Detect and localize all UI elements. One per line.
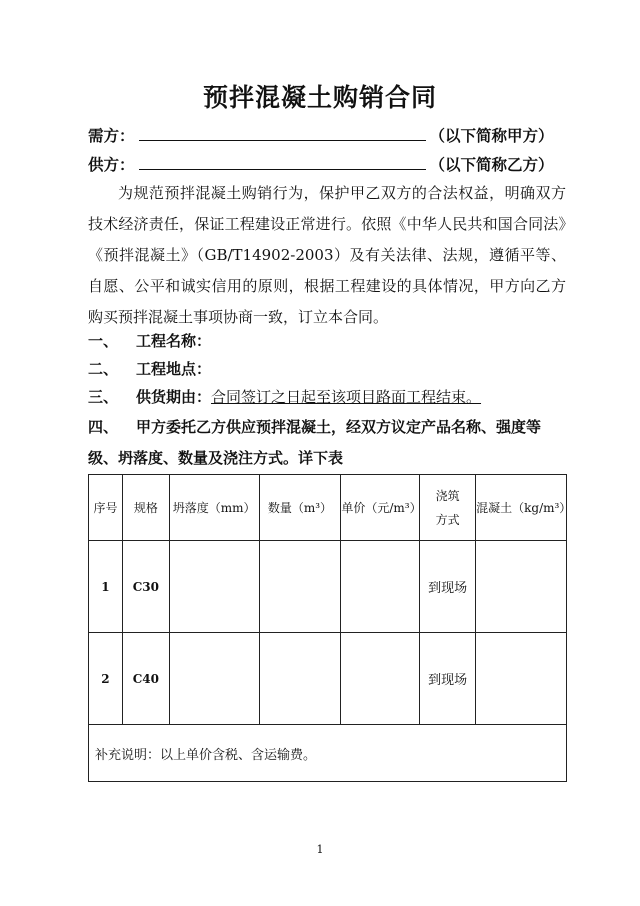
- item-number: 四、: [88, 418, 119, 436]
- row-number: 1: [89, 541, 123, 633]
- item-value: 合同签订之日起至该项目路面工程结束。: [211, 388, 482, 406]
- seller-line: [88, 153, 558, 175]
- item-number: 二、: [88, 360, 119, 378]
- table-note-row: [89, 725, 567, 782]
- header-cell: 序号: [89, 475, 123, 541]
- row-slump: [169, 541, 259, 633]
- header-cell: 数量（m³）: [259, 475, 341, 541]
- table-header-row: [89, 475, 567, 541]
- row-price: [341, 633, 420, 725]
- intro-paragraph: 为规范预拌混凝土购销行为，保护甲乙双方的合法权益，明确双方技术经济责任，保证工程建设正常进行。依照《中华人民共和国合同法》《预拌混凝土》（GB/T14902-2003）及有关法律、法规，遵循平等、自愿、公平和诚实信用的原则，根据工程建设的具体情况，甲方向乙方购买预拌混凝土事项协商一致，订立本合同。: [88, 184, 566, 326]
- header-cell: 规格: [122, 475, 169, 541]
- table-row: [89, 633, 567, 725]
- row-price: [341, 541, 420, 633]
- item-project-name: [88, 330, 211, 351]
- item-label: 工程名称：: [136, 332, 212, 350]
- item-four: [88, 412, 566, 474]
- item-label: 工程地点：: [136, 360, 212, 378]
- row-method: 到现场: [420, 541, 476, 633]
- header-cell: 混凝土（kg/m³）: [476, 475, 567, 541]
- buyer-line: [88, 124, 558, 146]
- row-number: 2: [89, 633, 123, 725]
- table-row: [89, 541, 567, 633]
- item-supply-period: [88, 386, 481, 407]
- row-spec: C30: [122, 541, 169, 633]
- product-table: [88, 474, 572, 782]
- row-quantity: [259, 541, 341, 633]
- seller-label: 供方：: [88, 155, 135, 174]
- row-concrete: [476, 633, 567, 725]
- buyer-suffix: （以下简称甲方）: [429, 126, 554, 145]
- item-four-text: 甲方委托乙方供应预拌混凝土，经双方议定产品名称、强度等级、坍落度、数量及浇注方式。详下表: [88, 418, 542, 467]
- row-concrete: [476, 541, 567, 633]
- buyer-label: 需方：: [88, 126, 135, 145]
- header-cell: 浇筑方式: [420, 475, 476, 541]
- contract-title: 预拌混凝土购销合同: [202, 83, 437, 112]
- seller-suffix: （以下简称乙方）: [429, 155, 554, 174]
- header-cell: 坍落度（mm）: [169, 475, 259, 541]
- page-number: 1: [316, 843, 324, 856]
- item-project-location: [88, 358, 211, 379]
- item-label: 供货期由：: [136, 388, 212, 406]
- table-note: 补充说明：以上单价含税、含运输费。: [89, 725, 567, 782]
- row-method: 到现场: [420, 633, 476, 725]
- item-number: 一、: [88, 332, 119, 350]
- row-quantity: [259, 633, 341, 725]
- row-slump: [169, 633, 259, 725]
- row-spec: C40: [122, 633, 169, 725]
- seller-blank: [139, 154, 426, 170]
- header-cell: 单价（元/m³）: [341, 475, 420, 541]
- buyer-blank: [139, 125, 426, 141]
- item-number: 三、: [88, 388, 119, 406]
